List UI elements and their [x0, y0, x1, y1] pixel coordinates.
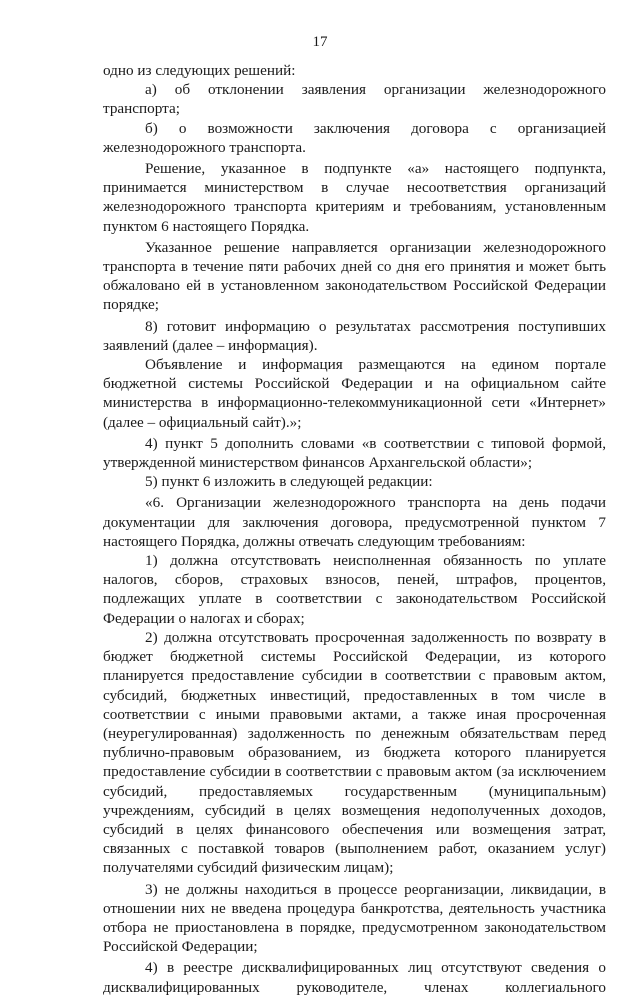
paragraph: 4) пункт 5 дополнить словами «в соответствии с типовой формой, утвержденной министерством финансов Архангельской области»;	[103, 434, 606, 472]
paragraph: 1) должна отсутствовать неисполненная обязанность по уплате налогов, сборов, страховых взносов, пеней, штрафов, процентов, подлежащих уплате в соответствии с законодательством Российской Федерации о налогах и сборах;	[103, 552, 606, 627]
paragraph: а) об отклонении заявления организации железнодорожного транспорта;	[103, 81, 606, 118]
paragraph: «6. Организации железнодорожного транспорта на день подачи документации для заключения договора, предусмотренной пунктом 7 настоящего Порядка, должны отвечать следующим требованиям:	[103, 494, 606, 550]
paragraph: 3) не должны находиться в процессе реорганизации, ликвидации, в отношении них не введена процедура банкротства, деятельность участника отбора не приостановлена в порядке, предусмотренном законодательством Российской Федерации;	[103, 880, 606, 956]
paragraph: одно из следующих решений:	[103, 62, 296, 79]
paragraph: Решение, указанное в подпункте «а» настоящего подпункта, принимается министерством в случае несоответствия организаций железнодорожного транспорта критериям и требованиям, установленным пунктом 6 настоящего Порядка.	[103, 160, 606, 235]
paragraph: Указанное решение направляется организации железнодорожного транспорта в течение пяти рабочих дней со дня его принятия и может быть обжаловано ей в установленном законодательством Российской Федерации порядке;	[103, 238, 606, 314]
page-number: 17	[312, 34, 328, 50]
paragraph: б) о возможности заключения договора с организацией железнодорожного транспорта.	[103, 119, 606, 156]
paragraph: 2) должна отсутствовать просроченная задолженность по возврату в бюджет бюджетной системы Российской Федерации, из которого планируется предоставление субсидии в соответствии с правовым актом, субсидий, бюджетных инвестиций, предоставленных в том числе в соответствии с иными правовыми актами, а также иная просроченная (неурегулированная) задолженность по денежным обязательствам перед публично-правовым образованием, из бюджета которого планируется предоставление субсидии в соответствии с правовым актом (за исключением субсидий, предоставляемых государственным (муниципальным) учреждениям, субсидий в целях возмещения недополученных доходов, субсидий в целях финансового обеспечения или возмещения затрат, связанных с поставкой товаров (выполнением работ, оказанием услуг) получателями субсидий физическим лицам);	[103, 628, 606, 877]
paragraph: 4) в реестре дисквалифицированных лиц отсутствуют сведения о дисквалифицированных руководителе, членах коллегиального	[103, 959, 606, 996]
paragraph: 5) пункт 6 изложить в следующей редакции:	[145, 473, 433, 491]
paragraph: 8) готовит информацию о результатах рассмотрения поступивших заявлений (далее – информация).	[103, 317, 606, 354]
document-body	[103, 61, 606, 997]
paragraph: Объявление и информация размещаются на едином портале бюджетной системы Российской Федерации и на официальном сайте министерства в информационно-телекоммуникационной сети «Интернет» (далее – официальный сайт).»;	[103, 356, 606, 431]
